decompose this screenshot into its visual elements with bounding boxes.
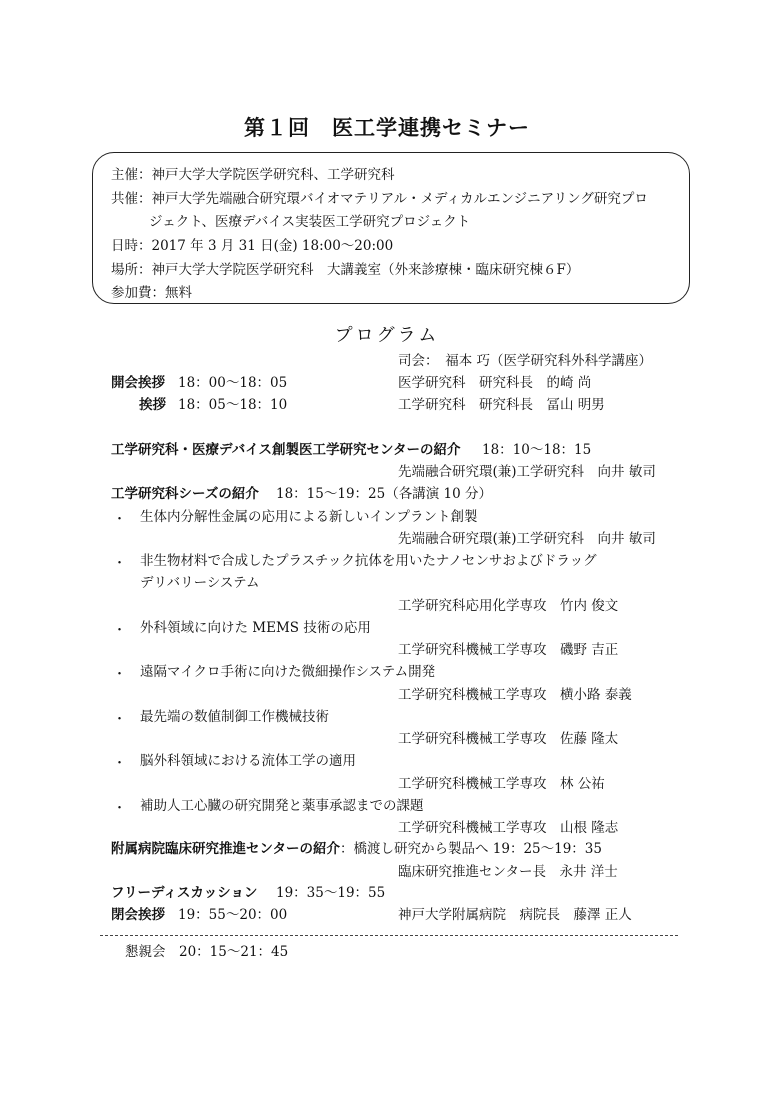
talk-speaker: 工学研究科機械工学専攻 佐藤 隆太 bbox=[398, 731, 619, 747]
greeting-label: 挨拶 bbox=[139, 397, 166, 413]
bullet-mark: ・ bbox=[113, 801, 127, 816]
closing-label: 閉会挨拶 bbox=[111, 907, 165, 923]
seeds-time: 18：15～19：25（各講演 10 分） bbox=[276, 486, 492, 502]
closing-speaker: 神戸大学附属病院 病院長 藤澤 正人 bbox=[398, 907, 632, 923]
cosponsor-line-2: ジェクト、医療デバイス実装医工学研究プロジェクト bbox=[149, 214, 471, 230]
talk-title: 脳外科領域における流体工学の適用 bbox=[140, 753, 356, 769]
venue-line: 場所：神戸大学大学院医学研究科 大講義室（外来診療棟・臨床研究棟６F） bbox=[111, 262, 580, 278]
seeds-label: 工学研究科シーズの紹介 bbox=[111, 486, 259, 502]
center-intro-label: 工学研究科・医療デバイス創製医工学研究センターの紹介 bbox=[111, 442, 461, 458]
free-discussion-time: 19：35～19：55 bbox=[276, 885, 386, 901]
talk-title: 最先端の数値制御工作機械技術 bbox=[140, 709, 329, 725]
talk-speaker: 先端融合研究環(兼)工学研究科 向井 敏司 bbox=[398, 531, 656, 547]
chair-line: 司会： 福本 巧（医学研究科外科学講座） bbox=[398, 353, 653, 369]
talk-title: 外科領域に向けた MEMS 技術の応用 bbox=[140, 620, 371, 636]
opening-time: 18：00～18：05 bbox=[178, 375, 288, 391]
opening-speaker: 医学研究科 研究科長 的崎 尚 bbox=[398, 375, 592, 391]
program-heading: プログラム bbox=[334, 325, 440, 346]
talk-title: 非生物材料で合成したプラスチック抗体を用いたナノセンサおよびドラッグ bbox=[140, 553, 597, 569]
talk-title: 生体内分解性金属の応用による新しいインプラント創製 bbox=[140, 509, 478, 525]
greeting-speaker: 工学研究科 研究科長 冨山 明男 bbox=[398, 397, 605, 413]
talk-speaker: 工学研究科応用化学専攻 竹内 俊文 bbox=[398, 598, 619, 614]
fee-line: 参加費：無料 bbox=[111, 285, 192, 301]
datetime-line: 日時：2017 年 3 月 31 日(金) 18:00～20:00 bbox=[111, 238, 394, 254]
talk-title: 遠隔マイクロ手術に向けた微細操作システム開発 bbox=[140, 664, 436, 680]
greeting-time: 18：05～18：10 bbox=[178, 397, 288, 413]
reception-line: 懇親会 20：15～21：45 bbox=[125, 944, 289, 960]
bullet-mark: ・ bbox=[113, 756, 127, 771]
free-discussion-label: フリーディスカッション bbox=[111, 885, 258, 901]
talk-speaker: 工学研究科機械工学専攻 山根 隆志 bbox=[398, 820, 619, 836]
hospital-intro-line bbox=[111, 840, 602, 858]
talk-title: 補助人工心臓の研究開発と薬事承認までの課題 bbox=[140, 798, 424, 814]
opening-label: 開会挨拶 bbox=[111, 375, 165, 391]
talk-speaker: 工学研究科機械工学専攻 磯野 吉正 bbox=[398, 642, 619, 658]
hospital-intro-speaker: 臨床研究推進センター長 永井 洋士 bbox=[398, 864, 618, 880]
page-title: 第１回 医工学連携セミナー bbox=[244, 116, 530, 140]
closing-time: 19：55～20：00 bbox=[178, 907, 288, 923]
organizer-line: 主催：神戸大学大学院医学研究科、工学研究科 bbox=[111, 167, 395, 183]
bullet-mark: ・ bbox=[113, 556, 127, 571]
hospital-intro-label: 附属病院臨床研究推進センターの紹介 bbox=[111, 841, 340, 857]
talk-title-continued: デリバリーシステム bbox=[140, 575, 260, 591]
center-intro-time: 18：10～18：15 bbox=[482, 442, 592, 458]
bullet-mark: ・ bbox=[113, 712, 127, 727]
cosponsor-line-1: 共催：神戸大学先端融合研究環バイオマテリアル・メディカルエンジニアリング研究プロ bbox=[111, 191, 648, 207]
center-intro-speaker: 先端融合研究環(兼)工学研究科 向井 敏司 bbox=[398, 464, 656, 480]
talk-speaker: 工学研究科機械工学専攻 横小路 泰義 bbox=[398, 687, 632, 703]
hospital-intro-rest: ：橋渡し研究から製品へ 19：25～19：35 bbox=[339, 841, 602, 857]
bullet-mark: ・ bbox=[113, 623, 127, 638]
bullet-mark: ・ bbox=[113, 512, 127, 527]
talk-speaker: 工学研究科機械工学専攻 林 公祐 bbox=[398, 776, 605, 792]
dashed-divider bbox=[100, 935, 678, 936]
bullet-mark: ・ bbox=[113, 667, 127, 682]
